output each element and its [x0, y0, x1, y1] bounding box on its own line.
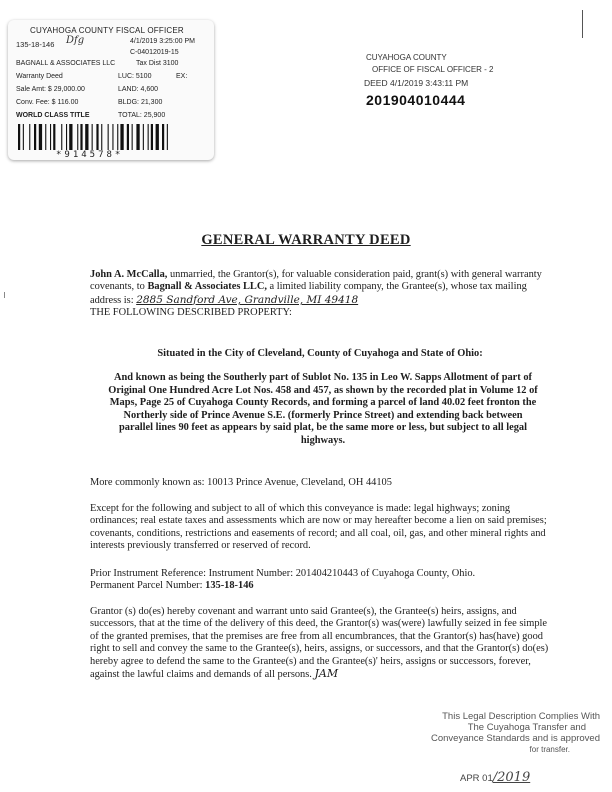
margin-mark: [582, 10, 583, 38]
grantor-name: John A. McCalla,: [90, 269, 168, 280]
fiscal-conveyance-fee: Conv. Fee: $ 116.00: [16, 99, 79, 106]
approval-date: [460, 770, 530, 785]
fiscal-officer-label: [8, 20, 214, 160]
covenant-paragraph: [90, 606, 550, 681]
approval-line-1: This Legal Description Complies With: [442, 711, 600, 722]
fiscal-land-value: LAND: 4,600: [118, 86, 159, 93]
recording-office: OFFICE OF FISCAL OFFICER - 2: [372, 65, 494, 74]
approval-line-3: Conveyance Standards and is approved: [430, 733, 600, 744]
fiscal-parcel: 135-18-146: [16, 40, 55, 49]
handwritten-mailing-address: 2885 Sandford Ave, Grandville, MI 49418: [136, 293, 359, 306]
fiscal-doc-type: Warranty Deed: [16, 73, 63, 80]
prior-instrument-paragraph: [90, 568, 550, 593]
approval-line-4: for transfer.: [529, 745, 570, 754]
barcode-image: [18, 124, 208, 150]
intro-text-b: a limited liability company, the Grantee(s), whose tax mailing address is:: [90, 281, 527, 306]
fiscal-sale-amount: Sale Amt: $ 29,000.00: [16, 86, 85, 93]
edge-mark: [4, 292, 7, 298]
recording-county: CUYAHOGA COUNTY: [366, 53, 447, 62]
parcel-number: 135-18-146: [205, 580, 254, 592]
exceptions-paragraph: Except for the following and subject to all of which this conveyance is made: legal highways; zoning ordinances; real estate taxes and assessments which are now or may hereafter become a lien on said premises; covenants, conditions, restrictions and easements of record; and all coal, oil, gas, and other mineral rights and interests previously transferred or reserved of record.: [90, 503, 547, 552]
intro-paragraph: [90, 269, 550, 320]
recording-stamp: [360, 47, 540, 119]
fiscal-luc: LUC: 5100: [118, 73, 152, 80]
fiscal-title-company: WORLD CLASS TITLE: [16, 112, 90, 119]
approval-date-prefix: APR 01: [460, 773, 493, 784]
approval-date-handwritten: /2019: [492, 770, 531, 785]
parcel-label: Permanent Parcel Number:: [90, 580, 206, 592]
situated-line: Situated in the City of Cleveland, County of Cuyahoga and State of Ohio:: [157, 348, 483, 359]
approval-line-2: The Cuyahoga Transfer and: [467, 722, 586, 733]
fiscal-timestamp: 4/1/2019 3:25:00 PM: [130, 38, 195, 45]
covenant-text: Grantor (s) do(es) hereby covenant and warrant unto said Grantee(s), the Grantee(s) heirs, assigns, and successors, that at the time of the delivery of this deed, the Grantor(s) was(were) lawfully seized in fee simple of the granted premises, that the premises are free from all encumbrances, that the Grantor(s) has(have) good right to sell and convey the same to the Grantee(s), heirs, assigns, or successors, and that the Grantor(s) do(es) hereby agree to defend the same to the Grantee(s) and the Grantee(s)' heirs, assigns or successors, forever, against the lawful claims and demands of all persons.: [90, 606, 549, 681]
fiscal-handwritten-initials: Dfg: [66, 35, 85, 46]
grantor-initials: JAM: [314, 667, 339, 681]
grantee-name: Bagnall & Associates LLC,: [147, 281, 267, 293]
barcode-number: *914578*: [56, 150, 124, 160]
approval-stamp: [410, 711, 600, 755]
fiscal-conveyance-number: C-04012019-15: [130, 49, 179, 56]
fiscal-label-title: CUYAHOGA COUNTY FISCAL OFFICER: [30, 26, 184, 35]
fiscal-building-value: BLDG: 21,300: [118, 99, 163, 106]
recording-instrument-number: 201904010444: [366, 92, 466, 108]
intro-text-a: unmarried, the Grantor(s), for valuable consideration paid, grant(s) with general warranty covenants, to: [90, 269, 542, 293]
fiscal-total-value: TOTAL: 25,900: [118, 112, 166, 119]
recording-datetime: DEED 4/1/2019 3:43:11 PM: [364, 78, 469, 88]
prior-instrument-reference: Prior Instrument Reference: Instrument Number: 201404210443 of Cuyahoga County, Ohio.: [90, 568, 476, 579]
known-as-address: More commonly known as: 10013 Prince Avenue, Cleveland, OH 44105: [90, 477, 392, 488]
deed-title: GENERAL WARRANTY DEED: [201, 232, 411, 248]
fiscal-ex: EX:: [176, 73, 188, 80]
property-heading: THE FOLLOWING DESCRIBED PROPERTY:: [90, 307, 292, 319]
fiscal-tax-district: Tax Dist 3100: [136, 60, 179, 67]
legal-description: And known as being the Southerly part of Sublot No. 135 in Leo W. Sapps Allotment of part of Original One Hundred Acre Lot Nos. 458 and 457, as shown by the recorded plat in Volume 12 of Maps, Page 25 of Cuyahoga County Records, and forming a parcel of land 40.02 feet fronton the Northerly side of Prince Avenue S.E. (formerly Prince Street) and extending back between parallel lines 90 feet as appears by said plat, be the same more or less, but subject to all legal highways.: [108, 372, 538, 446]
fiscal-grantee: BAGNALL & ASSOCIATES LLC: [16, 60, 116, 67]
